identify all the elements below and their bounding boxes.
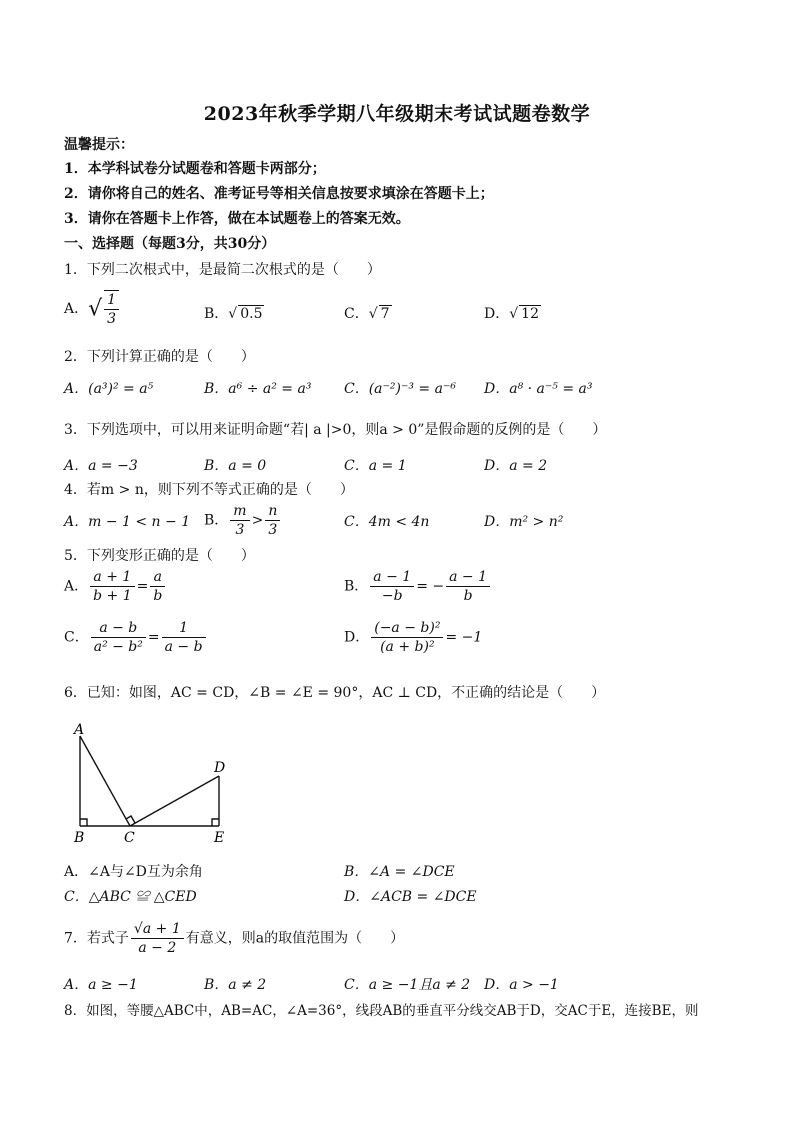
q1-d-radicand: 12 [521, 306, 539, 322]
q3-stem: 3．下列选项中，可以用来证明命题“若| a |>0，则a > 0”是假命题的反例的是（ ） [64, 422, 607, 438]
q1-a-den: 3 [107, 311, 117, 327]
q4-b-num1: m [230, 502, 249, 521]
q1-option-a[interactable]: A．√ $\frac{1}{3}$ [64, 290, 121, 328]
q5-c-num1: a − b [91, 619, 146, 638]
q4-option-b[interactable] [204, 502, 282, 539]
q7-option-d[interactable]: D．a > −1 [484, 977, 559, 993]
q1-a-num: 1 [104, 291, 119, 310]
q3-option-b[interactable]: B．a = 0 [204, 458, 267, 474]
q4-b-num2: n [265, 502, 280, 521]
q3-option-d[interactable]: D．a = 2 [484, 458, 548, 474]
q2-option-a[interactable]: A．(a³)² = a⁵ [64, 381, 154, 397]
q1-d-label: D． [484, 306, 510, 322]
q4-b-den2: 3 [268, 522, 278, 538]
q5-c-den2: a − b [164, 639, 203, 655]
q1-c-radicand: 7 [380, 306, 390, 322]
q6-option-d[interactable]: D．∠ACB = ∠DCE [344, 889, 477, 905]
q5-b-den1: −b [381, 588, 403, 604]
q5-c-num2: 1 [162, 619, 206, 638]
label-d: D [214, 760, 226, 776]
q4-option-a[interactable]: A．m − 1 < n − 1 [64, 514, 191, 530]
q6-option-a[interactable]: A．∠A与∠D互为余角 [64, 864, 203, 880]
q5-stem: 5．下列变形正确的是（ ） [64, 548, 255, 564]
q2-option-b[interactable]: B．a⁶ ÷ a² = a³ [204, 381, 312, 397]
right-angle-b [80, 819, 87, 826]
segment-ac [80, 736, 130, 826]
right-angle-e [212, 819, 219, 826]
q5-option-a[interactable]: A． $\frac{a + 1}{b + 1}$ = $\frac{a}{b}$ [64, 568, 167, 605]
label-c: C [124, 830, 135, 846]
q5-d-den1: (a + b)² [380, 639, 435, 655]
q5-b-label: B． [344, 578, 369, 595]
q4-b-op: > [251, 512, 264, 529]
q7-option-c[interactable]: C．a ≥ −1且a ≠ 2 [344, 977, 471, 993]
q5-a-den1: b + 1 [93, 588, 132, 604]
q6-figure [60, 718, 240, 850]
q1-b-label: B． [204, 306, 229, 322]
tip-item-1: 1．本学科试卷分试题卷和答题卡两部分； [64, 161, 326, 177]
q1-a-label: A． [64, 301, 89, 317]
q4-option-d[interactable]: D．m² > n² [484, 514, 564, 530]
q5-a-label: A． [64, 578, 89, 595]
q5-c-den1: a² − b² [93, 639, 143, 655]
section-heading-choice: 一、选择题（每题3分，共30分） [64, 236, 276, 252]
q1-option-d[interactable]: D．√ 12 [484, 306, 539, 322]
q7-stem-post: 有意义，则a的取值范围为（ ） [185, 930, 405, 947]
q7-stem [64, 920, 404, 957]
label-e: E [214, 830, 225, 846]
q5-b-num1: a − 1 [370, 568, 414, 587]
q2-stem: 2．下列计算正确的是（ ） [64, 349, 255, 365]
q3-option-a[interactable]: A．a = −3 [64, 458, 138, 474]
q4-b-label: B． [204, 512, 229, 529]
q5-option-b[interactable]: B． $\frac{a - 1}{-b}$ = − $\frac{a - 1}{b}$ [344, 568, 492, 605]
q5-d-num1: (−a − b)² [371, 619, 443, 638]
q3-option-c[interactable]: C．a = 1 [344, 458, 407, 474]
q1-option-b[interactable]: B．√ 0.5 [204, 306, 263, 322]
label-a: A [74, 722, 85, 738]
q2-option-c[interactable]: C．(a⁻²)⁻³ = a⁻⁶ [344, 381, 456, 397]
q5-a-num1: a + 1 [90, 568, 135, 587]
q1-b-radicand: 0.5 [240, 306, 263, 322]
q1-option-c[interactable]: C．√ 7 [344, 306, 390, 322]
q7-stem-pre: 7．若式子 [64, 930, 129, 947]
q1-c-label: C． [344, 306, 369, 322]
q7-numerator: √a + 1 [131, 920, 184, 939]
q8-stem: 8．如图，等腰△ABC中，AB=AC，∠A=36°，线段AB的垂直平分线交AB于D，交AC于E，连接BE，则 [64, 1003, 699, 1019]
q6-stem: 6．已知：如图，AC = CD，∠B = ∠E = 90°，AC ⊥ CD，不正确的结论是（ ） [64, 685, 606, 701]
q4-stem: 4．若m > n，则下列不等式正确的是（ ） [64, 482, 354, 498]
q7-option-b[interactable]: B．a ≠ 2 [204, 977, 267, 993]
q6-option-c[interactable]: C．△ABC ≌ △CED [64, 889, 197, 905]
q6-option-b[interactable]: B．∠A = ∠DCE [344, 864, 455, 880]
q5-b-num2: a − 1 [446, 568, 490, 587]
q7-option-a[interactable]: A．a ≥ −1 [64, 977, 138, 993]
q5-b-den2: b [463, 588, 473, 604]
q5-c-label: C． [64, 629, 89, 646]
q5-a-num2: a [150, 568, 165, 587]
q5-option-c[interactable]: C． $\frac{a - b}{\text{a² − b²}}$ = $\frac{1}{a - b}$ [64, 619, 208, 656]
label-b: B [74, 830, 85, 846]
q4-option-c[interactable]: C．4m < 4n [344, 514, 430, 530]
q7-denominator: a − 2 [138, 940, 177, 956]
q5-d-label: D． [344, 629, 370, 646]
exam-title: 2023年秋季学期八年级期末考试试题卷数学 [203, 103, 591, 125]
segment-cd [130, 776, 219, 826]
q5-a-den2: b [153, 588, 163, 604]
tip-item-2: 2．请你将自己的姓名、准考证号等相关信息按要求填涂在答题卡上； [64, 186, 494, 202]
tip-item-3: 3．请你在答题卡上作答，做在本试题卷上的答案无效。 [64, 211, 410, 227]
tips-heading: 温馨提示： [64, 137, 134, 153]
q2-option-d[interactable]: D．a⁸ · a⁻⁵ = a³ [484, 381, 593, 397]
q4-b-den1: 3 [235, 522, 245, 538]
q1-stem: 1．下列二次根式中，是最简二次根式的是（ ） [64, 262, 381, 278]
q5-d-rhs: = −1 [445, 629, 483, 646]
q5-option-d[interactable] [344, 619, 482, 656]
